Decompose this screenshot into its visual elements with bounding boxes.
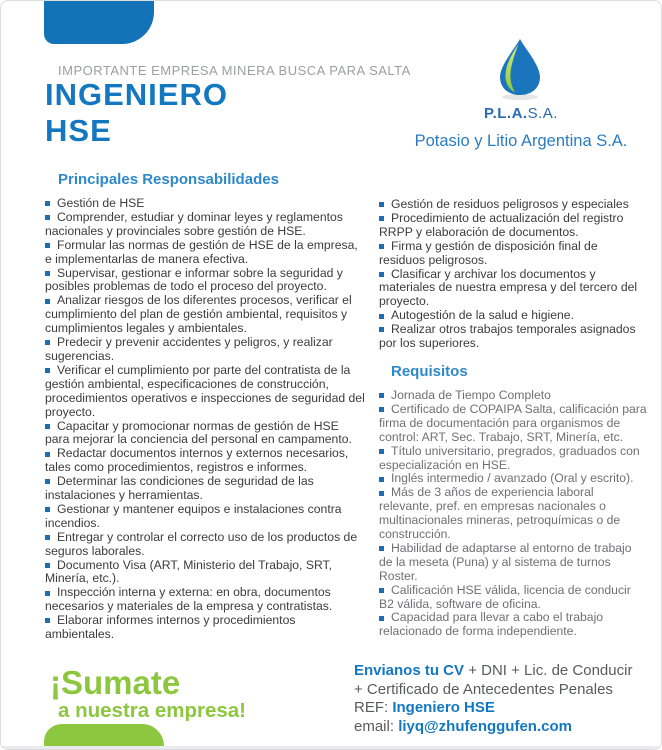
list-item-text: Inglés intermedio / avanzado (Oral y escrito). [391,471,634,486]
list-item [45,586,365,614]
list-item-text: Gestión de residuos peligrosos y especiales [391,197,629,211]
bullet-square-icon [379,272,384,277]
bullet-square-icon [45,243,50,248]
list-item [379,445,647,473]
company-acronym [421,105,621,122]
bullet-square-icon [379,216,384,221]
page-bottom-edge [1,746,661,749]
title-line-1: INGENIERO [45,77,228,112]
bullet-square-icon [45,201,50,206]
list-item-text: Formular las normas de gestión de HSE de la empresa, e implementarlas de manera efectiva. [45,237,358,266]
bullet-square-icon [379,314,384,319]
cta-line-1: ¡Sumate [50,664,181,701]
list-item-text: Más de 3 años de experiencia laboral relevante, pref. en empresas nacionales o multinacionales mineras, petroquímicas o de construcción. [379,485,621,542]
list-item-text: Autogestión de la salud e higiene. [391,308,574,323]
contact-line-ref [354,699,632,718]
list-item [45,447,365,475]
contact-line-certificate: + Certificado de Antecedentes Penales [354,680,613,698]
send-cv-extras: + DNI + Lic. de Conducir [464,662,633,679]
list-item-text: Certificado de COPAIPA Salta, calificación para firma de documentación para organismos de control: ART, Sec. Trabajo, SRT, Minería, etc. [379,401,647,444]
bullet-square-icon [45,299,50,304]
email-label: email: [354,717,399,735]
list-item-text: Jornada de Tiempo Completo [391,387,551,402]
top-corner-shape [44,1,154,44]
list-item-text: Inspección interna y externa: en obra, documentos necesarios y materiales de la empresa y contratistas. [45,585,333,614]
list-item-text: Comprender, estudiar y dominar leyes y reglamentos nacionales y provinciales sobre gestión de HSE. [45,209,343,238]
requirements-list [379,389,647,639]
list-item [45,267,365,295]
list-item-text: Procedimiento de actualización del registro RRPP y elaboración de documentos. [379,210,624,239]
list-item-text: Determinar las condiciones de seguridad de las instalaciones y herramientas. [45,474,314,503]
list-item [379,403,647,445]
email-address[interactable]: liyq@zhufenggufen.com [398,717,572,735]
bullet-square-icon [45,215,50,220]
bullet-square-icon [45,591,50,596]
right-column-spacer [379,171,647,198]
list-item-text: Gestión de HSE [57,196,145,210]
list-item [379,268,647,310]
list-item-text: Capacitar y promocionar normas de gestión de HSE para mejorar la conciencia del personal en campamento. [45,418,352,447]
list-item-text: Redactar documentos internos y externos necesarios, tales como procedimientos, registros e informes. [45,446,349,475]
responsibilities-column [45,171,365,642]
right-column [379,171,647,639]
requirements-heading: Requisitos [391,362,468,380]
bullet-square-icon [45,479,50,484]
list-item-text: Calificación HSE válida, licencia de conducir B2 válida, software de oficina. [379,582,631,611]
list-item [379,389,647,403]
ref-value: Ingeniero HSE [392,699,495,716]
list-item [45,559,365,587]
list-item-text: Gestionar y mantener equipos e instalaciones contra incendios. [45,501,342,530]
contact-line-cv [354,662,632,681]
list-item [45,475,365,503]
list-item [45,239,365,267]
responsibilities-heading: Principales Responsabilidades [58,171,279,188]
list-item-text: Habilidad de adaptarse al entorno de trabajo de la meseta (Puna) y al sistema de turnos Roster. [379,540,632,583]
bullet-square-icon [379,449,384,454]
list-item-text: Supervisar, gestionar e informar sobre la seguridad y posibles problemas de todo el proceso del proyecto. [45,265,343,294]
list-item [379,323,647,351]
bullet-square-icon [45,507,50,512]
bullet-square-icon [45,535,50,540]
bullet-square-icon [45,424,50,429]
list-item [45,336,365,364]
bullet-square-icon [379,546,384,551]
bullet-square-icon [45,340,50,345]
list-item [45,364,365,420]
list-item [379,212,647,240]
contact-line-email [354,718,632,737]
bullet-square-icon [379,244,384,249]
page-title [45,77,228,149]
list-item [379,542,647,584]
list-item [45,531,365,559]
company-acronym-light: S.A. [527,105,558,122]
bullet-square-icon [379,588,384,593]
bullet-square-icon [379,477,384,482]
list-item [45,197,365,211]
company-full-name: Potasio y Litio Argentina S.A. [414,132,628,150]
list-item-text: Verificar el cumplimiento por parte del contratista de la gestión ambiental, especificaciones de construcción, procedimientos operativos e inspecciones de seguridad del proyecto. [45,362,365,419]
bullet-square-icon [379,327,384,332]
list-item-text: Realizar otros trabajos temporales asignados por los superiores. [379,322,636,351]
list-item-text: Título universitario, pregrados, graduados con especialización en HSE. [379,443,640,472]
list-item [379,584,647,612]
responsibilities-list-left [45,197,365,642]
list-item-text: Predecir y prevenir accidentes y peligros, y realizar sugerencias. [45,335,333,363]
bottom-corner-shape [44,724,164,746]
list-item [379,198,647,212]
bullet-square-icon [45,368,50,373]
list-item-text: Elaborar informes internos y procedimientos ambientales. [45,613,296,642]
responsibilities-list-right [379,198,647,351]
list-item [379,486,647,542]
water-drop-icon [495,37,545,106]
list-item [45,614,365,642]
bullet-square-icon [45,618,50,623]
list-item-text: Firma y gestión de disposición final de residuos peligrosos. [379,238,598,267]
list-item [45,503,365,531]
list-item-text: Capacidad para llevar a cabo el trabajo relacionado de forma independiente. [379,610,604,639]
bullet-square-icon [379,407,384,412]
list-item-text: Entregar y controlar el correcto uso de los productos de seguros laborales. [45,529,358,558]
list-item [45,294,365,336]
list-item [45,211,365,239]
kicker-text: IMPORTANTE EMPRESA MINERA BUSCA PARA SALTA [58,63,411,78]
bullet-square-icon [379,616,384,621]
contact-block [354,662,632,736]
cta-line-2: a nuestra empresa! [58,699,247,722]
bullet-square-icon [45,563,50,568]
list-item [379,309,647,323]
ref-label: REF: [354,699,393,716]
list-item-text: Documento Visa (ART, Ministerio del Trabajo, SRT, Minería, etc.). [45,557,333,586]
list-item-text: Clasificar y archivar los documentos y materiales de nuestra empresa y del tercero del proyecto. [379,266,638,309]
bullet-square-icon [379,202,384,207]
bullet-square-icon [45,452,50,457]
bullet-square-icon [379,393,384,398]
list-item [45,420,365,448]
title-line-2: HSE [45,113,112,148]
list-item [379,472,647,486]
list-item [379,611,647,639]
bullet-square-icon [379,491,384,496]
list-item [379,240,647,268]
company-acronym-bold: P.L.A. [484,105,528,122]
bullet-square-icon [45,271,50,276]
list-item-text: Analizar riesgos de los diferentes procesos, verificar el cumplimiento del plan de gestión ambiental, requisitos y cumplimientos legales y ambientales. [45,293,352,336]
send-cv-label: Envianos tu CV [354,662,465,679]
